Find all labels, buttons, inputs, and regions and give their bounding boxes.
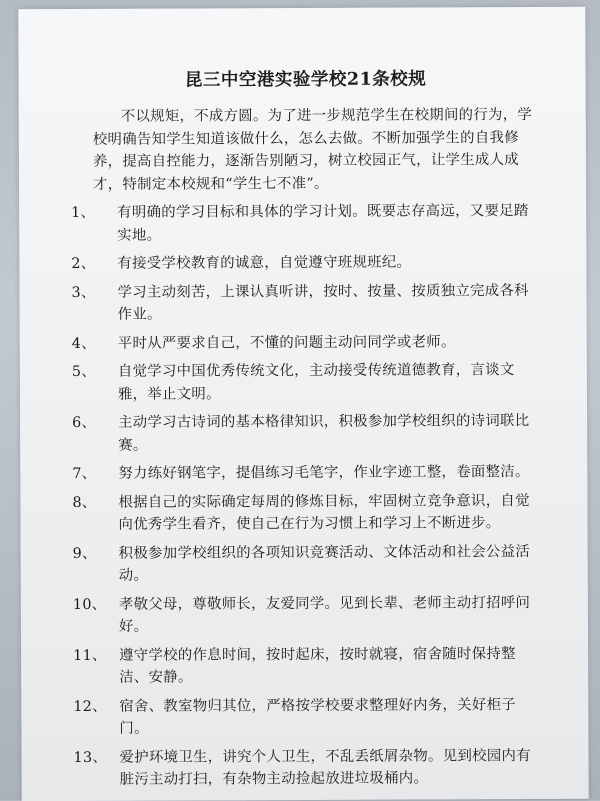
rule-text: 平时从严要求自己，不懂的问题主动问同学或老师。 xyxy=(117,333,456,352)
rule-text: 学习主动刻苦，上课认真听讲，按时、按量、按质独立完成各科作业。 xyxy=(117,282,529,323)
rule-number: 2、 xyxy=(71,255,96,273)
rule-item xyxy=(73,540,543,587)
rule-text: 有接受学校教育的诚意，自觉遵守班规班纪。 xyxy=(117,254,412,272)
rule-text: 积极参加学校组织的各项知识竞赛活动、文体活动和社会公益活动。 xyxy=(118,543,531,584)
rules-list xyxy=(71,200,544,792)
rule-item xyxy=(72,330,542,355)
rule-text: 宿舍、教室物归其位，严格按学校要求整理好内务，关好柜子门。 xyxy=(119,696,517,737)
rule-number: 4、 xyxy=(71,335,96,352)
rule-text: 孝敬父母，尊敬师长，友爱同学。见到长辈、老师主动打招呼问好。 xyxy=(118,594,531,635)
rule-number: 5、 xyxy=(71,363,97,381)
rule-number: 12、 xyxy=(73,698,107,715)
rule-item xyxy=(71,279,541,326)
rule-number: 10、 xyxy=(72,596,107,613)
rule-item xyxy=(71,251,541,276)
rule-number: 6、 xyxy=(72,414,97,432)
rule-number: 8、 xyxy=(72,494,97,511)
rule-item xyxy=(73,744,543,791)
rule-item xyxy=(72,489,542,536)
rule-item xyxy=(73,642,543,689)
intro-paragraph: 不以规矩，不成方圆。为了进一步规范学生在校期间的行为，学校明确告知学生知道该做什么，怎么去做。不断加强学生的自我修养，提高自控能力，逐渐告别陋习，树立校园正气，让学生成人成才，特制定本校规和“学生七不准”。 xyxy=(92,106,533,193)
rule-text: 有明确的学习目标和具体的学习计划。既要志存高远，又要足踏实地。 xyxy=(117,203,529,244)
document-content xyxy=(71,65,544,798)
rule-item xyxy=(73,591,543,638)
rule-number: 11、 xyxy=(73,647,107,664)
rule-item xyxy=(72,410,542,457)
rule-text: 主动学习古诗词的基本格律知识，积极参加学校组织的诗词联比赛。 xyxy=(118,413,530,454)
rule-number: 9、 xyxy=(72,545,97,562)
rule-item xyxy=(72,359,542,406)
rule-text: 自觉学习中国优秀传统文化，主动接受传统道德教育，言谈文雅，举止文明。 xyxy=(117,362,515,403)
rule-number: 7、 xyxy=(72,465,97,483)
rule-text: 根据自己的实际确定每周的修炼目标，牢固树立竞争意识，自觉向优秀学生看齐，使自己在行为习惯上和学习上不断进步。 xyxy=(118,492,530,533)
rule-item xyxy=(72,461,542,486)
rule-number: 3、 xyxy=(71,284,96,301)
document-title: 昆三中空港实验学校21条校规 xyxy=(184,69,427,91)
rule-text: 遵守学校的作息时间，按时起床，按时就寝，宿舍随时保持整洁、安静。 xyxy=(119,645,516,686)
rule-text: 努力练好钢笔字，提倡练习毛笔字，作业字迹工整，卷面整洁。 xyxy=(118,464,530,482)
rule-number: 1、 xyxy=(71,204,96,222)
rule-item xyxy=(71,200,541,247)
rule-text: 爱护环境卫生，讲究个人卫生，不乱丢纸屑杂物。见到校园内有脏污主动打扫，有杂物主动捡起放进垃圾桶内。 xyxy=(119,747,531,788)
rule-number: 13、 xyxy=(73,749,108,766)
paper-sheet xyxy=(18,7,588,801)
rule-item xyxy=(73,693,543,740)
